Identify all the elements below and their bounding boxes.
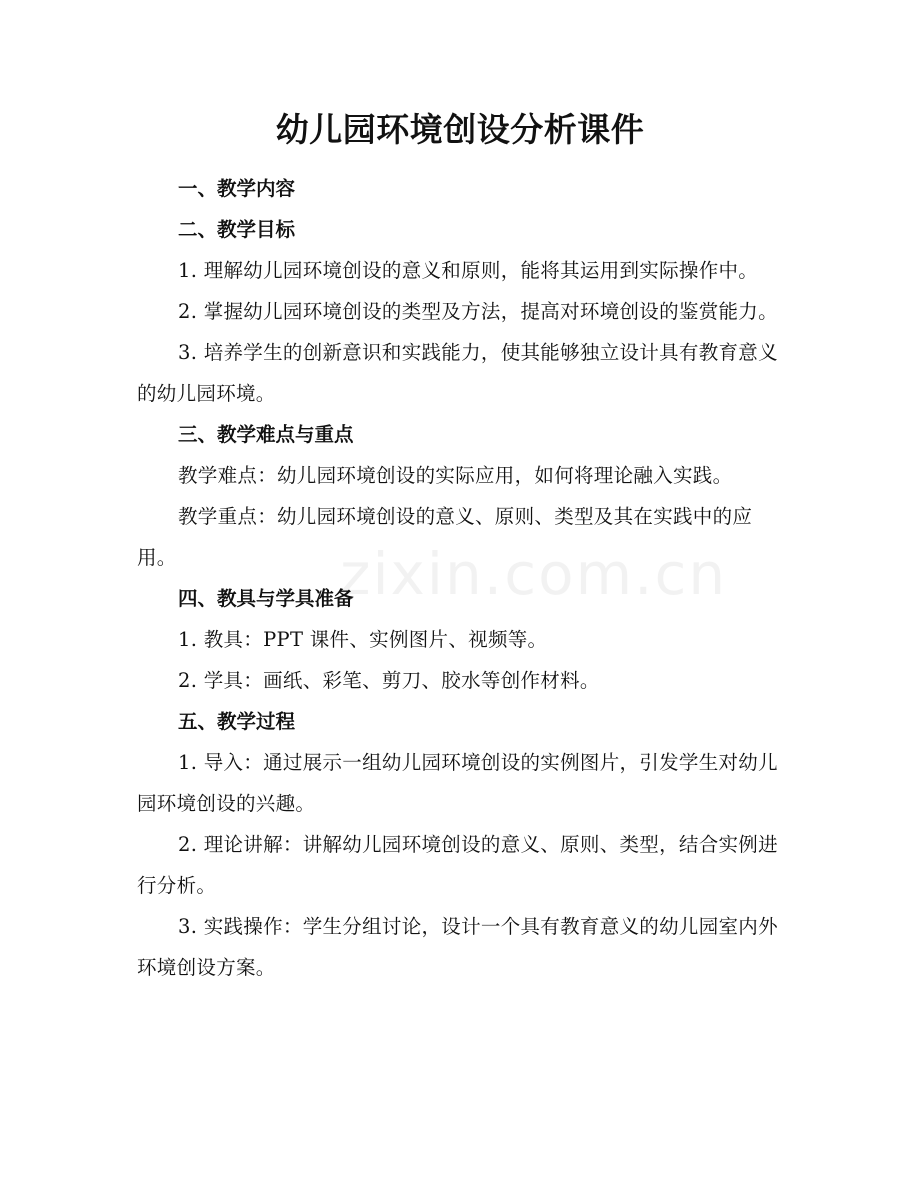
document-title: 幼儿园环境创设分析课件 xyxy=(275,110,645,149)
section-heading-teaching-goals: 二、教学目标 xyxy=(178,218,296,241)
material-item-2: 2. 学具：画纸、彩笔、剪刀、胶水等创作材料。 xyxy=(178,669,600,692)
process-item-3: 3. 实践操作：学生分组讨论，设计一个具有教育意义的幼儿园室内外环境创设方案。 xyxy=(137,915,778,979)
watermark-text: zixin.com.cn xyxy=(340,540,728,608)
teaching-key-points: 教学重点：幼儿园环境创设的意义、原则、类型及其在实践中的应用。 xyxy=(137,505,753,569)
process-item-2: 2. 理论讲解：讲解幼儿园环境创设的意义、原则、类型，结合实例进行分析。 xyxy=(137,833,778,897)
goal-item-2: 2. 掌握幼儿园环境创设的类型及方法，提高对环境创设的鉴赏能力。 xyxy=(178,300,778,323)
goal-item-1: 1. 理解幼儿园环境创设的意义和原则，能将其运用到实际操作中。 xyxy=(178,259,759,282)
material-item-1: 1. 教具：PPT 课件、实例图片、视频等。 xyxy=(178,628,548,651)
document-body xyxy=(137,168,787,988)
goal-item-3: 3. 培养学生的创新意识和实践能力，使其能够独立设计具有教育意义的幼儿园环境。 xyxy=(137,341,778,405)
section-heading-difficulty-key: 三、教学难点与重点 xyxy=(178,423,354,446)
teaching-difficulty: 教学难点：幼儿园环境创设的实际应用，如何将理论融入实践。 xyxy=(178,464,733,487)
section-heading-teaching-process: 五、教学过程 xyxy=(178,710,296,733)
section-heading-teaching-content: 一、教学内容 xyxy=(178,177,296,200)
process-item-1: 1. 导入：通过展示一组幼儿园环境创设的实例图片，引发学生对幼儿园环境创设的兴趣。 xyxy=(137,751,778,815)
section-heading-materials: 四、教具与学具准备 xyxy=(178,587,354,610)
